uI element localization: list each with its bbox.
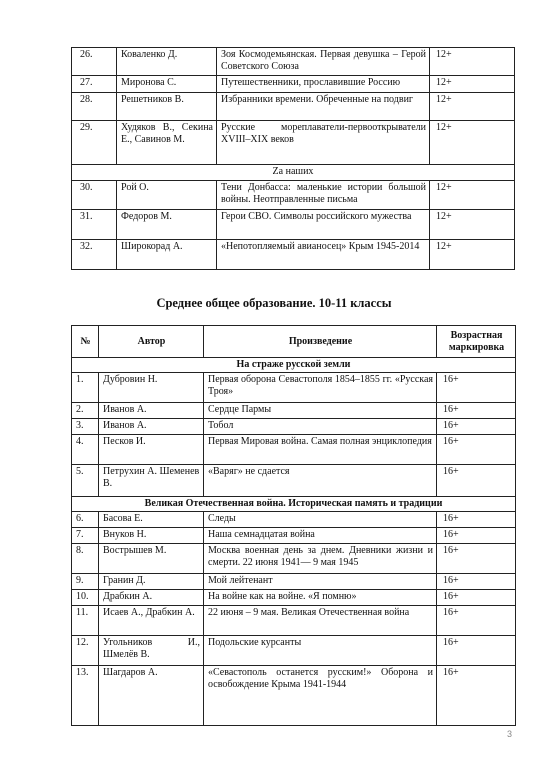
author-cell: Дубровин Н. [99,373,204,403]
age-rating-cell: 16+ [437,590,516,606]
section-title: На страже русской земли [72,358,516,373]
work-title-cell: «Варяг» не сдается [204,465,437,497]
work-title-cell: Первая оборона Севастополя 1854–1855 гг. «Русская Троя» [204,373,437,403]
work-title-cell: Следы [204,512,437,528]
author-cell: Гранин Д. [99,574,204,590]
row-number: 10. [72,590,99,606]
author-cell: Худяков В., Секина Е., Савинов М. [117,121,217,165]
table-row [72,606,516,636]
header-age-rating: Возрастная маркировка [437,326,516,358]
work-title-cell: Москва военная день за днем. Дневники жизни и смерти. 22 июня 1941— 9 мая 1945 [204,544,437,574]
row-number: 9. [72,574,99,590]
age-rating-cell: 16+ [437,419,516,435]
work-title-cell: На войне как на войне. «Я помню» [204,590,437,606]
age-rating-cell: 12+ [430,121,515,165]
row-number: 32. [72,240,117,270]
table-row [72,93,515,121]
work-title-cell: Избранники времени. Обреченные на подвиг [217,93,430,121]
age-rating-cell: 12+ [430,76,515,93]
age-rating-cell: 12+ [430,48,515,76]
row-number: 2. [72,403,99,419]
row-number: 12. [72,636,99,666]
section-title: Великая Отечественная война. Историческая память и традиции [72,497,516,512]
author-cell: Иванов А. [99,403,204,419]
author-cell: Решетников В. [117,93,217,121]
table-header-row [72,326,516,358]
table-row [72,574,516,590]
row-number: 4. [72,435,99,465]
section-row [72,165,515,181]
row-number: 30. [72,181,117,210]
age-rating-cell: 16+ [437,666,516,726]
section-heading: Среднее общее образование. 10-11 классы [156,296,392,310]
work-title-cell: 22 июня – 9 мая. Великая Отечественная война [204,606,437,636]
row-number: 5. [72,465,99,497]
author-cell: Миронова С. [117,76,217,93]
age-rating-cell: 16+ [437,606,516,636]
table-row [72,636,516,666]
table-row [72,121,515,165]
section-row [72,358,516,373]
row-number: 26. [72,48,117,76]
table-row [72,544,516,574]
author-cell: Исаев А., Драбкин А. [99,606,204,636]
author-cell: Рой О. [117,181,217,210]
work-title-cell: Русские мореплаватели-первооткрыватели XVIII–XIX веков [217,121,430,165]
age-rating-cell: 16+ [437,544,516,574]
section-row [72,497,516,512]
work-title-cell: «Севастополь останется русским!» Оборона и освобождение Крыма 1941-1944 [204,666,437,726]
work-title-cell: «Непотопляемый авианосец» Крым 1945-2014 [217,240,430,270]
author-cell: Коваленко Д. [117,48,217,76]
author-cell: Широкорад А. [117,240,217,270]
table-row [72,435,516,465]
table-row [72,373,516,403]
age-rating-cell: 12+ [430,240,515,270]
row-number: 13. [72,666,99,726]
age-rating-cell: 12+ [430,181,515,210]
header-number: № [72,326,99,358]
row-number: 3. [72,419,99,435]
header-work: Произведение [204,326,437,358]
work-title-cell: Тени Донбасса: маленькие истории большой войны. Неотправленные письма [217,181,430,210]
age-rating-cell: 12+ [430,93,515,121]
author-cell: Песков И. [99,435,204,465]
author-cell: Драбкин А. [99,590,204,606]
table-row [72,48,515,76]
row-number: 8. [72,544,99,574]
age-rating-cell: 12+ [430,210,515,240]
row-number: 7. [72,528,99,544]
table-row [72,512,516,528]
row-number: 1. [72,373,99,403]
author-cell: Внуков Н. [99,528,204,544]
work-title-cell: Тобол [204,419,437,435]
table-row [72,76,515,93]
table-row [72,210,515,240]
author-cell: Басова Е. [99,512,204,528]
row-number: 28. [72,93,117,121]
author-cell: Угольников И., Шмелёв В. [99,636,204,666]
row-number: 27. [72,76,117,93]
work-title-cell: Герои СВО. Символы российского мужества [217,210,430,240]
header-author: Автор [99,326,204,358]
age-rating-cell: 16+ [437,574,516,590]
work-title-cell: Сердце Пармы [204,403,437,419]
age-rating-cell: 16+ [437,512,516,528]
table-row [72,181,515,210]
table-row [72,528,516,544]
age-rating-cell: 16+ [437,528,516,544]
table-row [72,666,516,726]
age-rating-cell: 16+ [437,373,516,403]
table-row [72,403,516,419]
author-cell: Шагдаров А. [99,666,204,726]
table-row [72,465,516,497]
author-cell: Федоров М. [117,210,217,240]
table-row [72,419,516,435]
row-number: 6. [72,512,99,528]
row-number: 31. [72,210,117,240]
age-rating-cell: 16+ [437,636,516,666]
book-table-senior [71,325,516,726]
author-cell: Иванов А. [99,419,204,435]
table-row [72,590,516,606]
work-title-cell: Путешественники, прославившие Россию [217,76,430,93]
section-title: Za наших [72,165,515,181]
work-title-cell: Первая Мировая война. Самая полная энциклопедия [204,435,437,465]
table-row [72,240,515,270]
work-title-cell: Наша семнадцатая война [204,528,437,544]
work-title-cell: Зоя Космодемьянская. Первая девушка – Герой Советского Союза [217,48,430,76]
work-title-cell: Подольские курсанты [204,636,437,666]
author-cell: Вострышев М. [99,544,204,574]
author-cell: Петрухин А. Шеменев В. [99,465,204,497]
book-table-continuation [71,47,515,270]
age-rating-cell: 16+ [437,435,516,465]
row-number: 29. [72,121,117,165]
row-number: 11. [72,606,99,636]
work-title-cell: Мой лейтенант [204,574,437,590]
age-rating-cell: 16+ [437,403,516,419]
page-number: 3 [507,729,513,739]
age-rating-cell: 16+ [437,465,516,497]
